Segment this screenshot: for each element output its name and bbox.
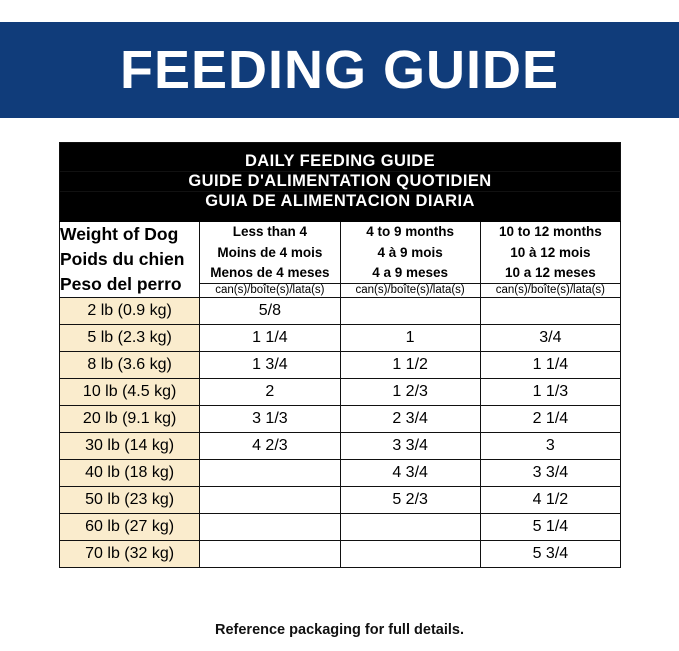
- age-header-1-line-fr: Moins de 4 mois: [217, 244, 323, 260]
- age-column-header-1: [200, 222, 340, 284]
- table-title-row-fr: [60, 172, 621, 192]
- table-title-fr: GUIDE D'ALIMENTATION QUOTIDIEN: [60, 172, 621, 192]
- row-weight: 2 lb (0.9 kg): [60, 297, 200, 324]
- row-amount-1: [200, 513, 340, 540]
- table-row: [60, 297, 621, 324]
- row-amount-3: 2 1/4: [480, 405, 620, 432]
- row-amount-3: 3 3/4: [480, 459, 620, 486]
- row-amount-1: 1 1/4: [200, 324, 340, 351]
- unit-label-3: can(s)/boîte(s)/lata(s): [480, 284, 620, 297]
- row-amount-1: 4 2/3: [200, 432, 340, 459]
- row-weight: 60 lb (27 kg): [60, 513, 200, 540]
- row-amount-1: 2: [200, 378, 340, 405]
- row-amount-2: 4 3/4: [340, 459, 480, 486]
- row-amount-1: 5/8: [200, 297, 340, 324]
- table-row: [60, 432, 621, 459]
- age-header-2-line-fr: 4 à 9 mois: [377, 244, 443, 260]
- table-row: [60, 513, 621, 540]
- table-title-en: DAILY FEEDING GUIDE: [60, 143, 621, 172]
- daily-feeding-guide-table: [59, 142, 621, 568]
- age-header-1-line-en: Less than 4: [232, 224, 308, 240]
- table-row: [60, 405, 621, 432]
- row-amount-1: [200, 540, 340, 567]
- row-amount-2: 1 2/3: [340, 378, 480, 405]
- row-amount-3: 5 3/4: [480, 540, 620, 567]
- age-header-1-line-es: Menos de 4 meses: [210, 264, 330, 280]
- row-amount-2: 5 2/3: [340, 486, 480, 513]
- table-row: [60, 540, 621, 567]
- table-row: [60, 378, 621, 405]
- age-column-header-2: [340, 222, 480, 284]
- age-header-3-line-fr: 10 à 12 mois: [510, 244, 591, 260]
- table-row: [60, 486, 621, 513]
- row-amount-1: [200, 486, 340, 513]
- row-amount-3: [480, 297, 620, 324]
- row-amount-2: 1: [340, 324, 480, 351]
- row-amount-3: 3/4: [480, 324, 620, 351]
- row-amount-1: 1 3/4: [200, 351, 340, 378]
- row-amount-2: 1 1/2: [340, 351, 480, 378]
- row-amount-3: 1 1/4: [480, 351, 620, 378]
- row-amount-3: 3: [480, 432, 620, 459]
- row-weight: 30 lb (14 kg): [60, 432, 200, 459]
- weight-column-header: [60, 222, 200, 298]
- age-header-3-line-es: 10 a 12 meses: [504, 264, 596, 280]
- row-amount-3: 1 1/3: [480, 378, 620, 405]
- weight-header-line-fr: Poids du chien: [60, 248, 185, 269]
- weight-header-line-en: Weight of Dog: [60, 224, 179, 244]
- unit-label-2: can(s)/boîte(s)/lata(s): [340, 284, 480, 297]
- page-title: FEEDING GUIDE: [119, 40, 560, 100]
- row-weight: 70 lb (32 kg): [60, 540, 200, 567]
- table-title-row-es: [60, 192, 621, 222]
- weight-header-line-es: Peso del perro: [60, 273, 182, 294]
- row-weight: 8 lb (3.6 kg): [60, 351, 200, 378]
- row-amount-1: 3 1/3: [200, 405, 340, 432]
- row-weight: 10 lb (4.5 kg): [60, 378, 200, 405]
- unit-label-1: can(s)/boîte(s)/lata(s): [200, 284, 340, 297]
- age-column-header-3: [480, 222, 620, 284]
- age-header-2-line-es: 4 a 9 meses: [372, 264, 449, 280]
- row-amount-2: [340, 513, 480, 540]
- row-weight: 20 lb (9.1 kg): [60, 405, 200, 432]
- age-header-2-line-en: 4 to 9 months: [366, 224, 454, 240]
- row-amount-2: [340, 297, 480, 324]
- row-amount-2: [340, 540, 480, 567]
- table-title-row-en: [60, 143, 621, 172]
- row-amount-1: [200, 459, 340, 486]
- row-weight: 40 lb (18 kg): [60, 459, 200, 486]
- feeding-guide-banner: [0, 22, 679, 118]
- daily-feeding-guide-table-container: [59, 142, 621, 568]
- table-header-row: [60, 222, 621, 284]
- table-row: [60, 459, 621, 486]
- row-amount-3: 5 1/4: [480, 513, 620, 540]
- table-title-es: GUIA DE ALIMENTACION DIARIA: [60, 192, 621, 222]
- row-weight: 5 lb (2.3 kg): [60, 324, 200, 351]
- table-row: [60, 351, 621, 378]
- row-amount-2: 3 3/4: [340, 432, 480, 459]
- row-amount-2: 2 3/4: [340, 405, 480, 432]
- row-weight: 50 lb (23 kg): [60, 486, 200, 513]
- table-row: [60, 324, 621, 351]
- age-header-3-line-en: 10 to 12 months: [498, 224, 602, 240]
- footnote: Reference packaging for full details.: [215, 622, 464, 638]
- row-amount-3: 4 1/2: [480, 486, 620, 513]
